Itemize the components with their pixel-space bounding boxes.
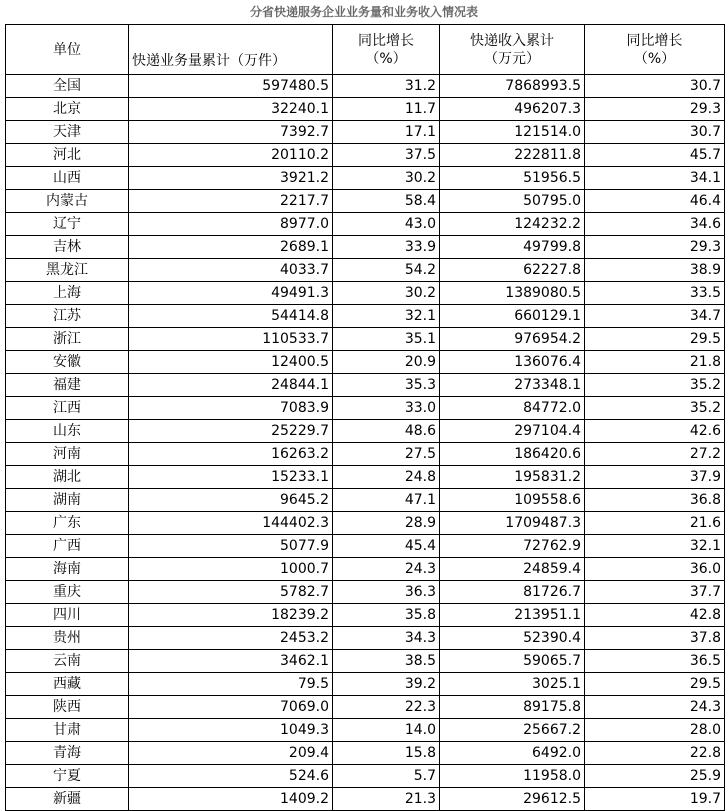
region-name: 宁夏	[6, 765, 129, 788]
volume-growth-cell: 35.3	[333, 374, 440, 397]
revenue-growth-cell: 21.6	[585, 512, 725, 535]
volume-cell: 5782.7	[129, 581, 333, 604]
volume-cell: 32240.1	[129, 98, 333, 121]
header-row	[6, 25, 725, 75]
revenue-growth-cell: 34.1	[585, 167, 725, 190]
volume-cell: 20110.2	[129, 144, 333, 167]
region-name: 黑龙江	[6, 259, 129, 282]
table-row	[6, 144, 725, 167]
header-revenue-growth	[585, 25, 725, 75]
revenue-growth-cell: 45.7	[585, 144, 725, 167]
volume-cell: 3921.2	[129, 167, 333, 190]
revenue-cell: 195831.2	[440, 466, 585, 489]
volume-cell: 12400.5	[129, 351, 333, 374]
revenue-growth-cell: 34.6	[585, 213, 725, 236]
table-row	[6, 259, 725, 282]
volume-cell: 54414.8	[129, 305, 333, 328]
volume-growth-cell: 5.7	[333, 765, 440, 788]
volume-growth-cell: 33.0	[333, 397, 440, 420]
volume-growth-cell: 20.9	[333, 351, 440, 374]
volume-growth-cell: 27.5	[333, 443, 440, 466]
table-row	[6, 581, 725, 604]
table-row	[6, 512, 725, 535]
revenue-cell: 52390.4	[440, 627, 585, 650]
volume-cell: 209.4	[129, 742, 333, 765]
revenue-growth-cell: 35.2	[585, 397, 725, 420]
revenue-growth-cell: 28.0	[585, 719, 725, 742]
revenue-cell: 1709487.3	[440, 512, 585, 535]
revenue-growth-cell: 30.7	[585, 75, 725, 98]
volume-growth-cell: 38.5	[333, 650, 440, 673]
volume-cell: 597480.5	[129, 75, 333, 98]
table-body	[6, 75, 725, 811]
revenue-growth-cell: 24.3	[585, 696, 725, 719]
region-name: 广东	[6, 512, 129, 535]
volume-growth-cell: 21.3	[333, 788, 440, 811]
table-row	[6, 167, 725, 190]
revenue-growth-cell: 37.7	[585, 581, 725, 604]
volume-cell: 524.6	[129, 765, 333, 788]
volume-growth-cell: 58.4	[333, 190, 440, 213]
revenue-cell: 25667.2	[440, 719, 585, 742]
volume-cell: 144402.3	[129, 512, 333, 535]
table-row	[6, 282, 725, 305]
revenue-cell: 496207.3	[440, 98, 585, 121]
region-name: 福建	[6, 374, 129, 397]
region-name: 浙江	[6, 328, 129, 351]
region-name: 山东	[6, 420, 129, 443]
volume-growth-cell: 15.8	[333, 742, 440, 765]
table-row	[6, 443, 725, 466]
header-revenue-growth-unit: （%）	[633, 50, 676, 67]
region-name: 江苏	[6, 305, 129, 328]
revenue-growth-cell: 42.8	[585, 604, 725, 627]
table-row	[6, 213, 725, 236]
table-row	[6, 420, 725, 443]
revenue-cell: 49799.8	[440, 236, 585, 259]
table-row	[6, 604, 725, 627]
table-row	[6, 121, 725, 144]
volume-cell: 18239.2	[129, 604, 333, 627]
header-unit: 单位	[6, 25, 129, 75]
revenue-cell: 11958.0	[440, 765, 585, 788]
region-name: 内蒙古	[6, 190, 129, 213]
volume-growth-cell: 47.1	[333, 489, 440, 512]
revenue-growth-cell: 36.5	[585, 650, 725, 673]
table-title: 分省快递服务企业业务量和业务收入情况表	[249, 5, 478, 19]
volume-growth-cell: 35.8	[333, 604, 440, 627]
table-row	[6, 765, 725, 788]
region-name: 云南	[6, 650, 129, 673]
revenue-growth-cell: 29.5	[585, 328, 725, 351]
volume-growth-cell: 24.8	[333, 466, 440, 489]
region-name: 湖北	[6, 466, 129, 489]
volume-cell: 2453.2	[129, 627, 333, 650]
revenue-growth-cell: 29.3	[585, 98, 725, 121]
volume-cell: 2689.1	[129, 236, 333, 259]
table-row	[6, 466, 725, 489]
table-row	[6, 236, 725, 259]
region-name: 四川	[6, 604, 129, 627]
table-row	[6, 719, 725, 742]
region-name: 安徽	[6, 351, 129, 374]
volume-cell: 7083.9	[129, 397, 333, 420]
volume-growth-cell: 24.3	[333, 558, 440, 581]
revenue-cell: 109558.6	[440, 489, 585, 512]
volume-growth-cell: 30.2	[333, 282, 440, 305]
volume-growth-cell: 45.4	[333, 535, 440, 558]
revenue-growth-cell: 33.5	[585, 282, 725, 305]
region-name: 重庆	[6, 581, 129, 604]
revenue-growth-cell: 21.8	[585, 351, 725, 374]
revenue-growth-cell: 46.4	[585, 190, 725, 213]
volume-cell: 79.5	[129, 673, 333, 696]
table-row	[6, 328, 725, 351]
revenue-cell: 976954.2	[440, 328, 585, 351]
revenue-cell: 273348.1	[440, 374, 585, 397]
region-name: 河北	[6, 144, 129, 167]
revenue-cell: 660129.1	[440, 305, 585, 328]
table-row	[6, 305, 725, 328]
table-row	[6, 650, 725, 673]
volume-cell: 5077.9	[129, 535, 333, 558]
header-revenue-unit: （万元）	[484, 50, 540, 67]
table-row	[6, 190, 725, 213]
volume-growth-cell: 22.3	[333, 696, 440, 719]
table-row	[6, 788, 725, 811]
revenue-growth-cell: 35.2	[585, 374, 725, 397]
table-row	[6, 75, 725, 98]
region-name: 辽宁	[6, 213, 129, 236]
volume-growth-cell: 34.3	[333, 627, 440, 650]
revenue-growth-cell: 37.8	[585, 627, 725, 650]
volume-cell: 8977.0	[129, 213, 333, 236]
table-row	[6, 558, 725, 581]
revenue-cell: 24859.4	[440, 558, 585, 581]
volume-growth-cell: 30.2	[333, 167, 440, 190]
volume-cell: 15233.1	[129, 466, 333, 489]
volume-growth-cell: 48.6	[333, 420, 440, 443]
revenue-growth-cell: 36.8	[585, 489, 725, 512]
volume-growth-cell: 35.1	[333, 328, 440, 351]
volume-growth-cell: 32.1	[333, 305, 440, 328]
revenue-cell: 29612.5	[440, 788, 585, 811]
volume-growth-cell: 28.9	[333, 512, 440, 535]
volume-growth-cell: 37.5	[333, 144, 440, 167]
region-name: 上海	[6, 282, 129, 305]
region-name: 江西	[6, 397, 129, 420]
revenue-cell: 50795.0	[440, 190, 585, 213]
volume-cell: 24844.1	[129, 374, 333, 397]
table-row	[6, 374, 725, 397]
volume-growth-cell: 54.2	[333, 259, 440, 282]
volume-cell: 16263.2	[129, 443, 333, 466]
revenue-cell: 84772.0	[440, 397, 585, 420]
region-name: 甘肃	[6, 719, 129, 742]
table-row	[6, 627, 725, 650]
revenue-growth-cell: 32.1	[585, 535, 725, 558]
table-header	[6, 25, 725, 75]
table-row	[6, 351, 725, 374]
region-name: 河南	[6, 443, 129, 466]
volume-cell: 3462.1	[129, 650, 333, 673]
volume-cell: 25229.7	[129, 420, 333, 443]
revenue-growth-cell: 34.7	[585, 305, 725, 328]
table-row	[6, 535, 725, 558]
revenue-cell: 124232.2	[440, 213, 585, 236]
volume-cell: 7069.0	[129, 696, 333, 719]
revenue-growth-cell: 30.7	[585, 121, 725, 144]
revenue-growth-cell: 36.0	[585, 558, 725, 581]
volume-cell: 9645.2	[129, 489, 333, 512]
revenue-cell: 222811.8	[440, 144, 585, 167]
volume-cell: 4033.7	[129, 259, 333, 282]
region-name: 陕西	[6, 696, 129, 719]
revenue-cell: 136076.4	[440, 351, 585, 374]
revenue-growth-cell: 29.5	[585, 673, 725, 696]
volume-growth-cell: 43.0	[333, 213, 440, 236]
region-name: 全国	[6, 75, 129, 98]
revenue-cell: 81726.7	[440, 581, 585, 604]
header-volume-growth-unit: （%）	[365, 50, 407, 67]
volume-growth-cell: 14.0	[333, 719, 440, 742]
header-volume-growth-label: 同比增长	[358, 32, 414, 49]
region-name: 北京	[6, 98, 129, 121]
header-revenue	[440, 25, 585, 75]
table-row	[6, 397, 725, 420]
header-volume-growth	[333, 25, 440, 75]
volume-cell: 1000.7	[129, 558, 333, 581]
volume-growth-cell: 11.7	[333, 98, 440, 121]
region-name: 新疆	[6, 788, 129, 811]
table-row	[6, 696, 725, 719]
volume-growth-cell: 39.2	[333, 673, 440, 696]
revenue-cell: 51956.5	[440, 167, 585, 190]
revenue-growth-cell: 25.9	[585, 765, 725, 788]
header-revenue-label: 快递收入累计	[470, 32, 554, 49]
region-name: 吉林	[6, 236, 129, 259]
revenue-growth-cell: 37.9	[585, 466, 725, 489]
volume-cell: 1049.3	[129, 719, 333, 742]
revenue-cell: 213951.1	[440, 604, 585, 627]
volume-growth-cell: 17.1	[333, 121, 440, 144]
table-row	[6, 673, 725, 696]
region-name: 西藏	[6, 673, 129, 696]
revenue-cell: 89175.8	[440, 696, 585, 719]
volume-cell: 110533.7	[129, 328, 333, 351]
revenue-cell: 7868993.5	[440, 75, 585, 98]
revenue-growth-cell: 29.3	[585, 236, 725, 259]
region-name: 青海	[6, 742, 129, 765]
volume-cell: 49491.3	[129, 282, 333, 305]
express-stats-table	[5, 24, 725, 811]
revenue-cell: 186420.6	[440, 443, 585, 466]
region-name: 山西	[6, 167, 129, 190]
revenue-growth-cell: 42.6	[585, 420, 725, 443]
revenue-growth-cell: 27.2	[585, 443, 725, 466]
revenue-cell: 1389080.5	[440, 282, 585, 305]
revenue-cell: 59065.7	[440, 650, 585, 673]
revenue-cell: 62227.8	[440, 259, 585, 282]
volume-growth-cell: 33.9	[333, 236, 440, 259]
revenue-cell: 3025.1	[440, 673, 585, 696]
header-volume: 快递业务量累计（万件）	[129, 25, 333, 75]
table-row	[6, 489, 725, 512]
region-name: 海南	[6, 558, 129, 581]
volume-cell: 2217.7	[129, 190, 333, 213]
revenue-growth-cell: 22.8	[585, 742, 725, 765]
volume-growth-cell: 31.2	[333, 75, 440, 98]
table-row	[6, 98, 725, 121]
revenue-cell: 6492.0	[440, 742, 585, 765]
revenue-growth-cell: 38.9	[585, 259, 725, 282]
revenue-cell: 121514.0	[440, 121, 585, 144]
region-name: 广西	[6, 535, 129, 558]
revenue-cell: 72762.9	[440, 535, 585, 558]
header-revenue-growth-label: 同比增长	[626, 32, 683, 49]
volume-growth-cell: 36.3	[333, 581, 440, 604]
region-name: 天津	[6, 121, 129, 144]
volume-cell: 1409.2	[129, 788, 333, 811]
region-name: 贵州	[6, 627, 129, 650]
region-name: 湖南	[6, 489, 129, 512]
table-row	[6, 742, 725, 765]
revenue-cell: 297104.4	[440, 420, 585, 443]
volume-cell: 7392.7	[129, 121, 333, 144]
revenue-growth-cell: 19.7	[585, 788, 725, 811]
